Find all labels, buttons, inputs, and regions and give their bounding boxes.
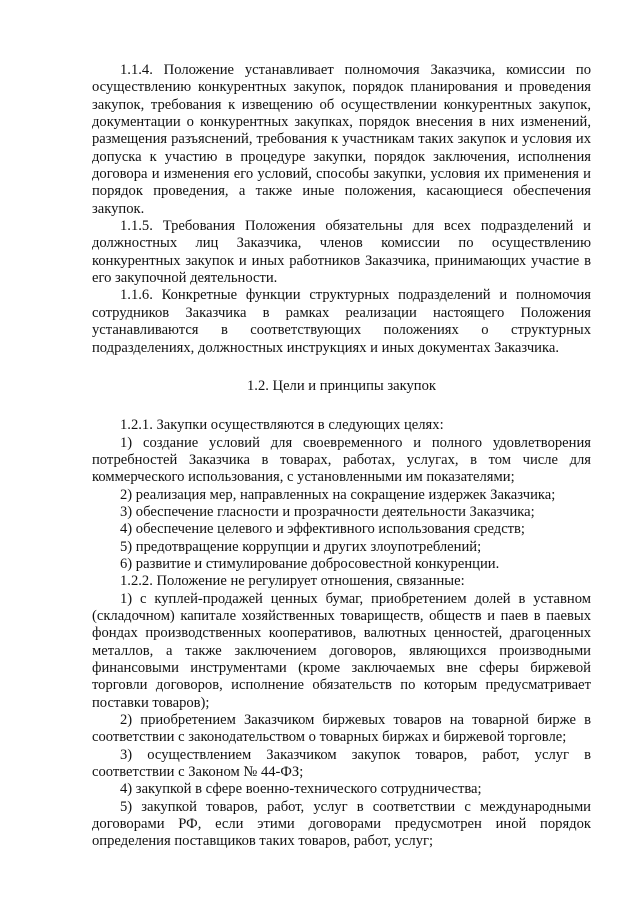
section-heading: 1.2. Цели и принципы закупок [247, 377, 436, 394]
paragraph-1-1-6: 1.1.6. Конкретные функции структурных подразделений и полномочия сотрудников Заказчика в рамках реализации настоящего Положения устанавливаются в соответствующих положениях о структурных подразделениях, должностных инструкциях и иных документах Заказчика. [92, 287, 591, 356]
exclusion-item-1: 1) с куплей-продажей ценных бумаг, приобретением долей в уставном (складочном) капитале хозяйственных товариществ, обществ и паев в паевых фондах производственных кооперативов, валютных ценностей, драгоценных металлов, а также заключением договоров, являющихся производными финансовыми инструментами (кроме заключаемых вне сферы биржевой торговли договоров, исполнение обязательств по которым предусматривает поставки товаров); [92, 590, 591, 711]
paragraph-1-2-2: 1.2.2. Положение не регулирует отношения, связанные: [120, 573, 465, 590]
paragraph-1-1-4: 1.1.4. Положение устанавливает полномочия Заказчика, комиссии по осуществлению конкурентных закупок, порядок планирования и проведения закупок, требования к извещению об осуществлении конкурентных закупок, документации о конкурентных закупках, порядок внесения в них изменений, размещения разъяснений, требования к участникам таких закупок и условия их допуска к участию в процедуре закупки, порядок заключения, исполнения договора и изменения его условий, способы закупки, условия их применения и порядок проведения, а также иные положения, касающиеся обеспечения закупок. [92, 62, 591, 217]
paragraph-1-2-1: 1.2.1. Закупки осуществляются в следующих целях: [120, 417, 444, 434]
goal-item-1: 1) создание условий для своевременного и полного удовлетворения потребностей Заказчика в товарах, работах, услугах, в том числе для коммерческого использования, с установленными им показателями; [92, 434, 591, 486]
exclusion-item-4: 4) закупкой в сфере военно-технического сотрудничества; [120, 781, 482, 798]
goal-item-3: 3) обеспечение гласности и прозрачности деятельности Заказчика; [120, 503, 535, 520]
exclusion-item-3: 3) осуществлением Заказчиком закупок товаров, работ, услуг в соответствии с Законом № 44-ФЗ; [92, 746, 591, 781]
goal-item-6: 6) развитие и стимулирование добросовестной конкуренции. [120, 555, 500, 572]
exclusion-item-2: 2) приобретением Заказчиком биржевых товаров на товарной бирже в соответствии с законодательством о товарных биржах и биржевой торговле; [92, 712, 591, 746]
exclusion-item-5: 5) закупкой товаров, работ, услуг в соответствии с международными договорами РФ, если этими договорами предусмотрен иной порядок определения поставщиков таких товаров, работ, услуг; [92, 798, 591, 850]
goal-item-5: 5) предотвращение коррупции и других злоупотреблений; [120, 538, 482, 555]
goal-item-4: 4) обеспечение целевого и эффективного использования средств; [120, 521, 525, 538]
goal-item-2: 2) реализация мер, направленных на сокращение издержек Заказчика; [120, 486, 556, 503]
paragraph-1-1-5: 1.1.5. Требования Положения обязательны для всех подразделений и должностных лиц Заказчика, членов комиссии по осуществлению конкурентных закупок и иных работников Заказчика, принимающих участие в его закупочной деятельности. [92, 218, 591, 287]
